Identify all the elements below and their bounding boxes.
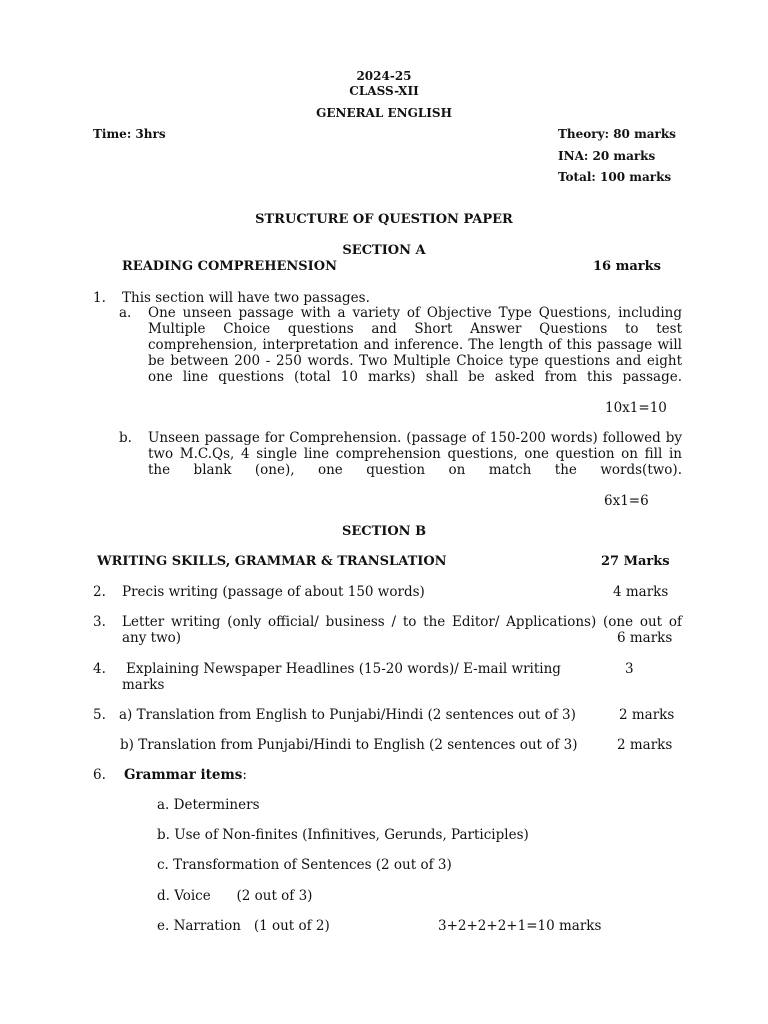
passage-b-marks: 6x1=6: [604, 493, 649, 509]
section-a-title: READING COMPREHENSION: [122, 259, 337, 274]
time-label: Time: 3hrs: [93, 127, 166, 141]
passage-a-line: one line questions (total 10 marks) shall be asked from this passage.: [148, 369, 682, 385]
item-marks: 6 marks: [617, 630, 673, 646]
passage-a-marks: 10x1=10: [605, 400, 667, 416]
theory-marks: Theory: 80 marks: [558, 127, 676, 141]
item-marks: 2 marks: [617, 737, 673, 753]
item-text-continued: marks: [122, 677, 165, 693]
passage-a-line: be between 200 - 250 words. Two Multiple Choice type questions and eight: [148, 353, 682, 369]
passage-b-line: two M.C.Qs, 4 single line comprehension questions, one question on fill in: [148, 446, 682, 462]
subitem-label: b.: [119, 430, 132, 446]
passage-a-line: One unseen passage with a variety of Objective Type Questions, including: [148, 305, 682, 321]
item-text: Precis writing (passage of about 150 words): [122, 584, 425, 600]
structure-title: STRUCTURE OF QUESTION PAPER: [255, 212, 513, 227]
item-text: a) Translation from English to Punjabi/Hindi (2 sentences out of 3): [119, 707, 576, 723]
item-number: 3.: [93, 614, 106, 630]
item-marks: 3: [625, 661, 634, 677]
item-number: 6.: [93, 767, 106, 783]
total-marks: Total: 100 marks: [558, 170, 672, 184]
item-number: 5.: [93, 707, 106, 723]
grammar-marks: 3+2+2+2+1=10 marks: [438, 918, 602, 934]
item-marks: 4 marks: [613, 584, 669, 600]
grammar-item: d. Voice (2 out of 3): [157, 888, 313, 904]
section-a-marks: 16 marks: [593, 259, 661, 274]
passage-b-line: Unseen passage for Comprehension. (passage of 150-200 words) followed by: [148, 430, 682, 446]
grammar-item: a. Determiners: [157, 797, 260, 813]
section-b-marks: 27 Marks: [601, 554, 670, 569]
grammar-title: Grammar items: [124, 767, 243, 783]
class-title: CLASS-XII: [349, 84, 419, 98]
grammar-colon: :: [242, 767, 247, 783]
subject-title: GENERAL ENGLISH: [316, 106, 452, 120]
item-text-continued: any two): [122, 630, 182, 646]
section-a-heading: SECTION A: [342, 243, 426, 258]
item-text: Letter writing (only official/ business / to the Editor/ Applications) (one out of: [122, 614, 682, 630]
section-b-title: WRITING SKILLS, GRAMMAR & TRANSLATION: [97, 554, 447, 569]
passage-a-line: comprehension, interpretation and inference. The length of this passage will: [148, 337, 682, 353]
item-number: 2.: [93, 584, 106, 600]
item-marks: 2 marks: [619, 707, 675, 723]
item-number: 1.: [93, 290, 106, 306]
ina-marks: INA: 20 marks: [558, 149, 656, 163]
grammar-heading: [124, 767, 247, 783]
item-number: 4.: [93, 661, 106, 677]
grammar-item: e. Narration (1 out of 2): [157, 918, 330, 934]
passage-b-line: the blank (one), one question on match the words(two).: [148, 462, 682, 478]
grammar-item: b. Use of Non-finites (Infinitives, Gerunds, Participles): [157, 827, 529, 843]
grammar-item: c. Transformation of Sentences (2 out of 3): [157, 857, 452, 873]
item-text: b) Translation from Punjabi/Hindi to English (2 sentences out of 3): [120, 737, 578, 753]
year: 2024-25: [356, 69, 412, 83]
item-text: Explaining Newspaper Headlines (15-20 words)/ E-mail writing: [126, 661, 561, 677]
section-b-heading: SECTION B: [341, 524, 427, 539]
item-text: This section will have two passages.: [122, 290, 370, 306]
passage-a-line: Multiple Choice questions and Short Answer Questions to test: [148, 321, 682, 337]
subitem-label: a.: [119, 305, 132, 321]
